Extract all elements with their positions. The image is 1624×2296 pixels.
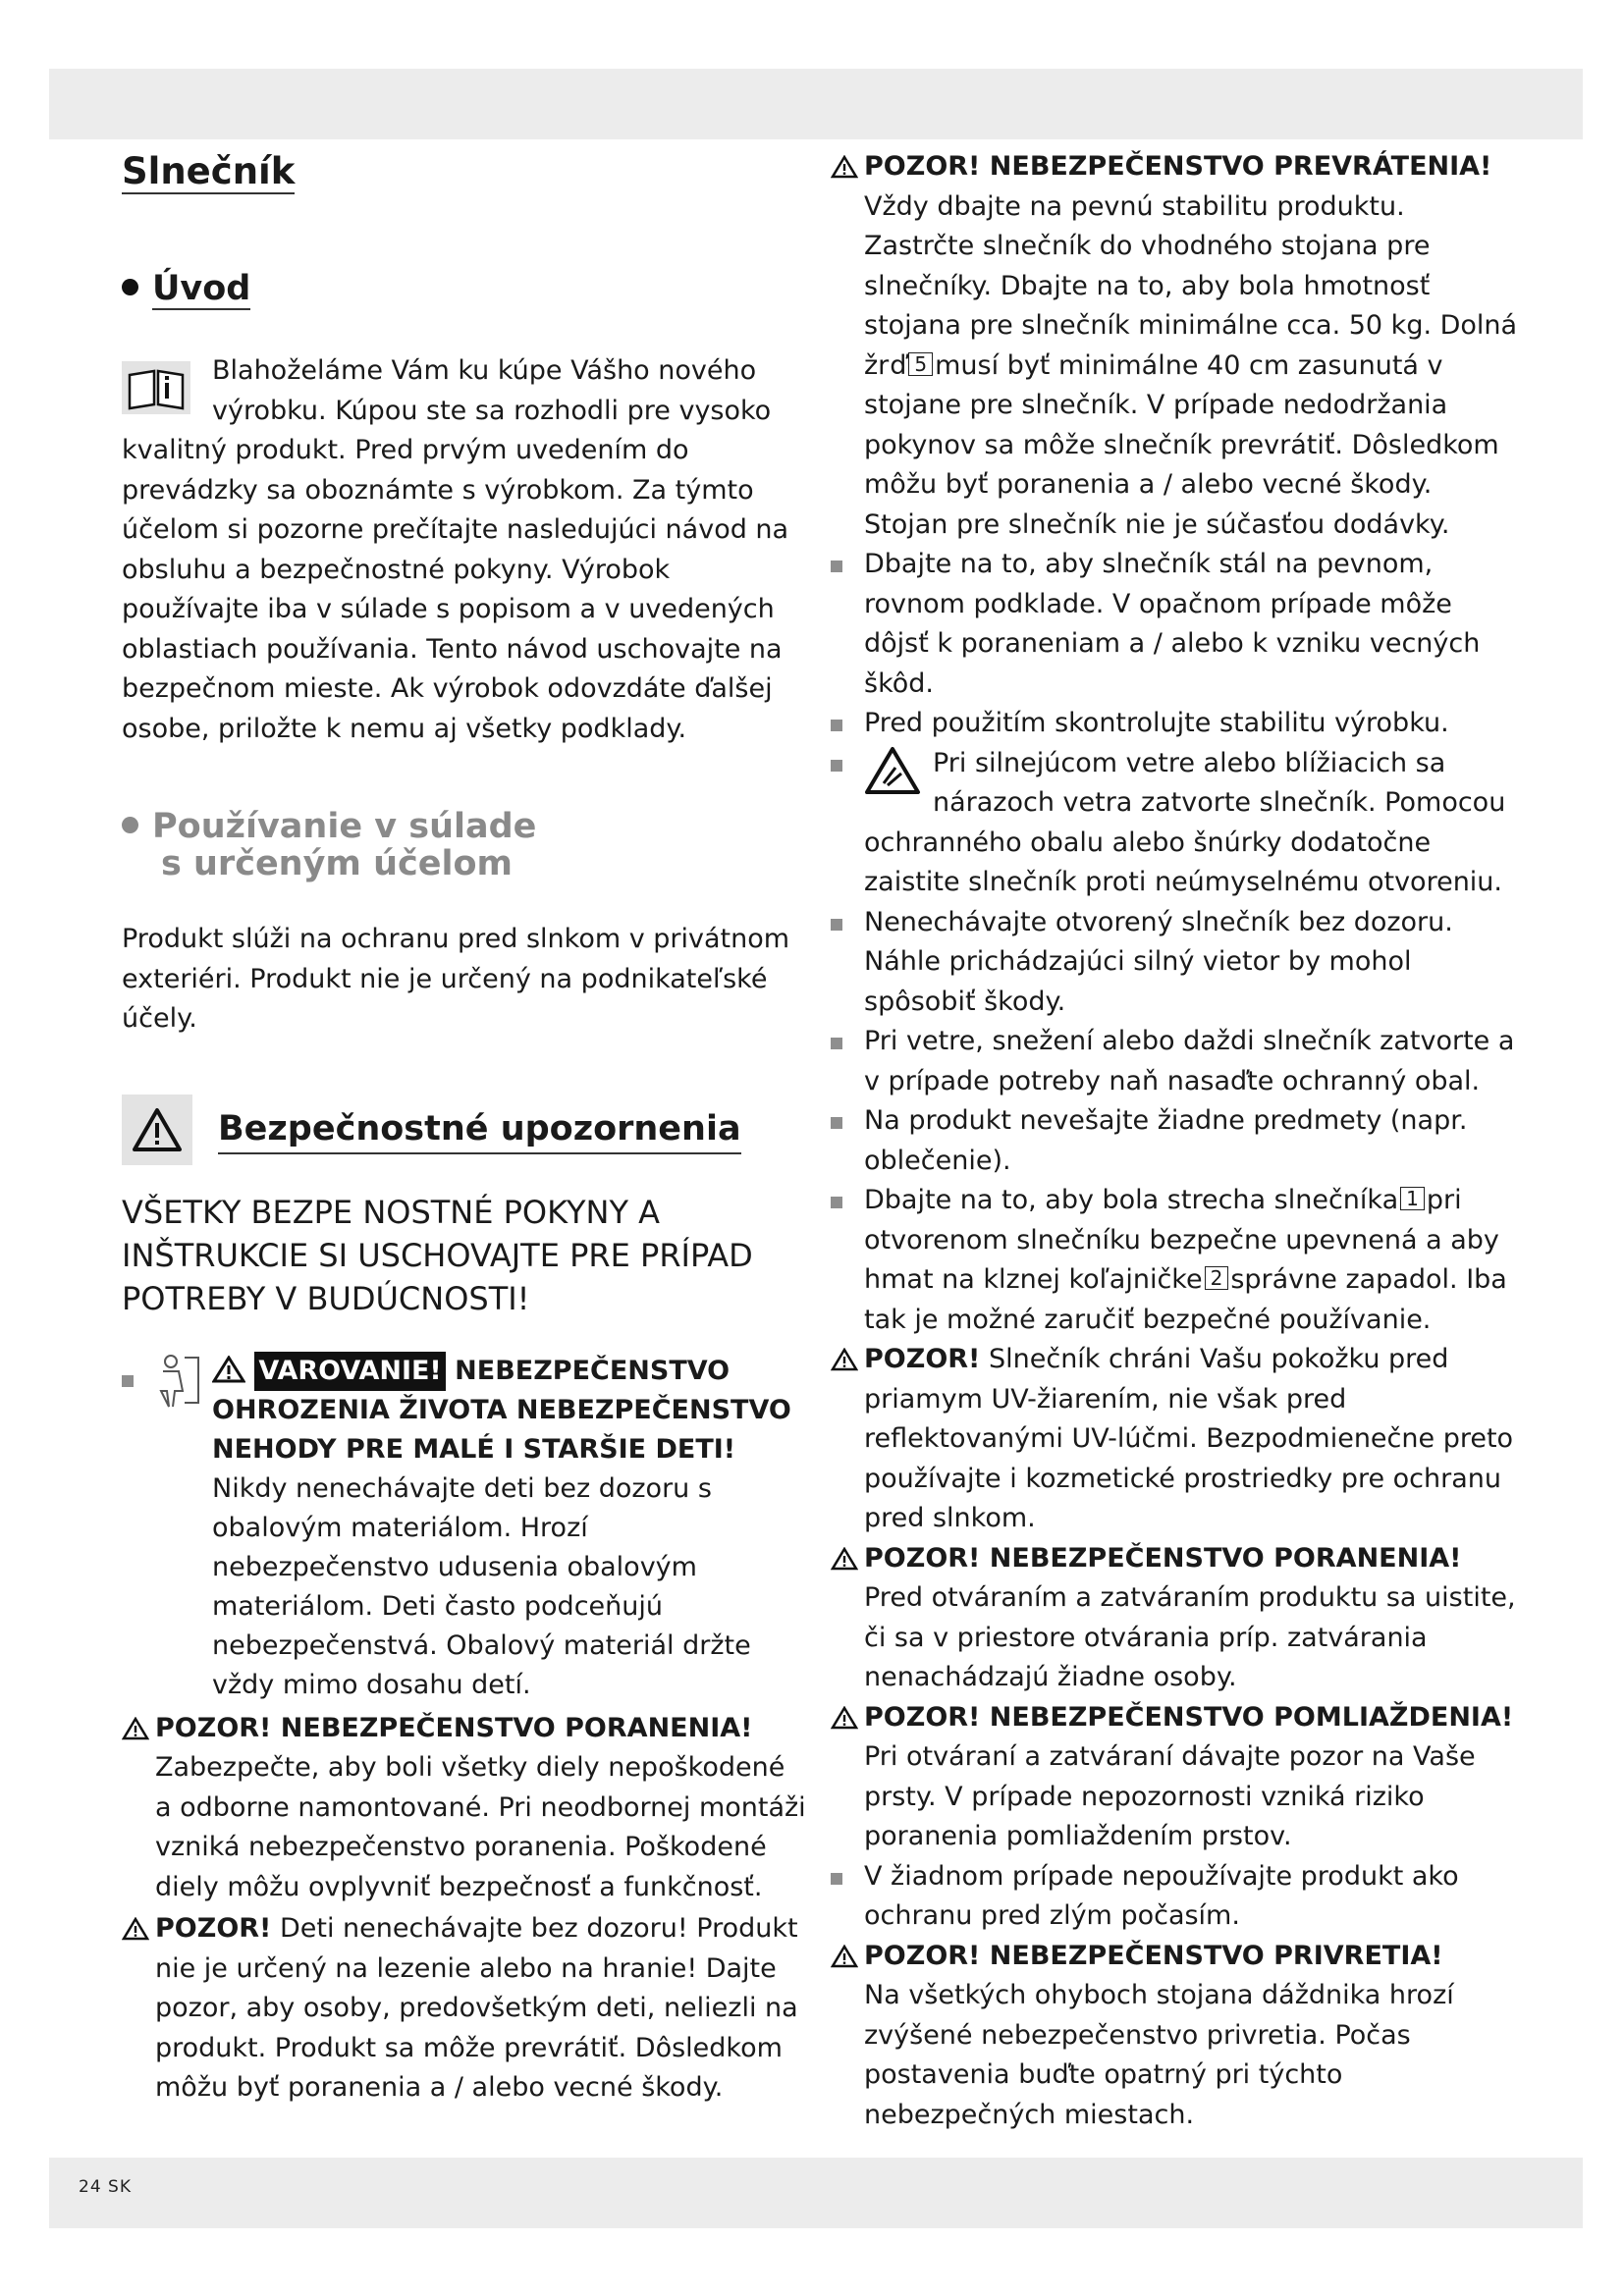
manual-info-icon — [122, 361, 190, 414]
part-ref-2: 2 — [1205, 1266, 1229, 1290]
intro-heading: Úvod — [122, 265, 809, 312]
header-bar — [49, 69, 1583, 139]
warning-triangle-icon — [122, 1717, 149, 1740]
use-heading: Používanie v súlade s určeným účelom — [122, 808, 809, 882]
footer-bar — [49, 2158, 1583, 2228]
warning-triangle-icon — [122, 1917, 149, 1941]
bullet-square-icon — [122, 1375, 134, 1387]
safety-heading: Bezpečnostné upozornenia — [122, 1095, 809, 1165]
uv-warning-block: POZOR! Slnečník chráni Vašu pokožku pred priamym UV-žiarením, nie však pred reflektovanými UV-lúčmi. Bezpodmienečne preto používajte i kozmetické prostriedky pre ochranu pred slnkom. — [831, 1340, 1518, 1539]
warning-head: NEBEZPEČENSTVO OHROZENIA ŽIVOTA NEBEZPEČENSTVO NEHODY PRE MALÉ I STARŠIE DETI! — [212, 1355, 791, 1465]
list-item: Na produkt nevešajte žiadne predmety (napr. oblečenie). — [831, 1101, 1518, 1181]
bullet-square-icon — [831, 760, 842, 772]
child-packaging-icon — [157, 1352, 202, 1411]
safety-caps-text: VŠETKY BEZPE NOSTNÉ POKYNY A INŠTRUKCIE SI USCHOVAJTE PRE PRÍPAD POTREBY V BUDÚCNOSTI! — [122, 1193, 753, 1317]
warning-text: Nikdy nenechávajte deti bez dozoru s obalovým materiálom. Hrozí nebezpečenstvo udusenia obalovým materiálom. Deti často podceňujú nebezpečenstvá. Obalový materiál držte vždy mimo dosahu detí. — [212, 1472, 751, 1700]
list-item: Nenechávajte otvorený slnečník bez dozoru. Náhle prichádzajúci silný vietor by mohol spôsobiť škody. — [831, 903, 1518, 1023]
list-item: Dbajte na to, aby bola strecha slnečníka 1 pri otvorenom slnečníku bezpečne upevnená a aby hmat na klznej koľajničke 2 správne zapadol. Iba tak je možné zaručiť bezpečné používanie. — [831, 1181, 1518, 1340]
caution-children-block: POZOR! Deti nenechávajte bez dozoru! Produkt nie je určený na lezenie alebo na hranie! Dajte pozor, aby osoby, predovšetkým deti, neliezli na produkt. Produkt sa môže prevrátiť. Dôsledkom môžu byť poranenia a / alebo vecné škody. — [122, 1909, 809, 2109]
bullet-square-icon — [831, 720, 842, 731]
warning-triangle-icon — [212, 1356, 245, 1383]
part-ref-1: 1 — [1400, 1187, 1425, 1210]
crush-warning-block: POZOR! NEBEZPEČENSTVO POMLIAŽDENIA! Pri otváraní a zatváraní dávajte pozor na Vaše prsty. V prípade nepozornosti vzniká riziko poranenia pomliaždením prstov. — [831, 1698, 1518, 1857]
warning-triangle-icon — [831, 1945, 858, 1968]
bullet-square-icon — [831, 1197, 842, 1208]
list-item: Pred použitím skontrolujte stabilitu výrobku. — [831, 704, 1518, 744]
warning-triangle-icon — [831, 1547, 858, 1571]
pinch-warning-block: POZOR! NEBEZPEČENSTVO PRIVRETIA! Na všetkých ohyboch stojana dáždnika hrozí zvýšené nebezpečenstvo privretia. Počas postavenia buďte opatrný pri týchto nebezpečných miestach. — [831, 1937, 1518, 2136]
warning-triangle-icon — [831, 1348, 858, 1371]
bullet-square-icon — [831, 1038, 842, 1049]
list-item: Pri silnejúcom vetre alebo blížiacich sa nárazoch vetra zatvorte slnečník. Pomocou ochranného obalu alebo šnúrky dodatočne zaistite slnečník proti neúmyselnému otvoreniu. — [831, 744, 1518, 903]
page-number: 24 SK — [79, 2177, 132, 2197]
injury-warning-block: POZOR! NEBEZPEČENSTVO PORANENIA! Pred otváraním a zatváraním produktu sa uistite, či sa v priestore otvárania príp. zatvárania nenachádzajú žiadne osoby. — [831, 1539, 1518, 1698]
bullet-square-icon — [831, 1873, 842, 1885]
bullet-dot-icon — [122, 817, 138, 833]
warning-children-block — [122, 1352, 809, 1705]
caution-injury-block: POZOR! NEBEZPEČENSTVO PORANENIA! Zabezpečte, aby boli všetky diely nepoškodené a odborne namontované. Pri neodbornej montáži vzniká nebezpečenstvo poranenia. Poškodené diely môžu ovplyvniť bezpečnosť a funkčnosť. — [122, 1709, 809, 1908]
page-title: Slnečník — [122, 150, 296, 192]
tipping-warning-block: POZOR! NEBEZPEČENSTVO PREVRÁTENIA! Vždy dbajte na pevnú stabilitu produktu. Zastrčte slnečník do vhodného stojana pre slnečníky. Dbajte na to, aby bola hmotnosť stojana pre slnečník minimálne cca. 50 kg. Dolná žrď 5 musí byť minimálne 40 cm zasunutá v stojane pre slnečník. V prípade nedodržania pokynov sa môže slnečník prevrátiť. Dôsledkom môžu byť poranenia a / alebo vecné škody. Stojan pre slnečník nie je súčasťou dodávky. — [831, 147, 1518, 545]
intro-text: Blahoželáme Vám ku kúpe Vášho nového výrobku. Kúpou ste sa rozhodli pre vysoko kvalitný produkt. Pred prvým uvedením do prevádzky sa oboznámte s výrobkom. Za týmto účelom si pozorne prečítajte nasledujúci návod na obsluhu a bezpečnostné pokyny. Výrobok používajte iba v súlade s popisom a v uvedených oblastiach používania. Tento návod uschovajte na bezpečnom mieste. Ak výrobok odovzdáte ďalšej osobe, priložte k nemu aj všetky podklady. — [122, 355, 789, 744]
right-column — [831, 147, 1518, 2135]
left-column — [122, 147, 809, 2109]
use-text: Produkt slúži na ochranu pred slnkom v privátnom exteriéri. Produkt nie je určený na podnikateľské účely. — [122, 924, 790, 1034]
part-ref-5: 5 — [908, 352, 933, 376]
warning-triangle-icon — [831, 1706, 858, 1730]
wind-warning-icon — [864, 746, 921, 795]
list-item: Dbajte na to, aby slnečník stál na pevnom, rovnom podklade. V opačnom prípade môže dôjsť k poraneniam a / alebo k vzniku vecných škôd. — [831, 545, 1518, 704]
bullet-square-icon — [831, 561, 842, 572]
list-item: Pri vetre, snežení alebo daždi slnečník zatvorte a v prípade potreby naň nasaďte ochranný obal. — [831, 1022, 1518, 1101]
intro-section — [122, 351, 809, 749]
bullet-square-icon — [831, 1117, 842, 1129]
warning-triangle-icon — [122, 1095, 192, 1165]
bullet-dot-icon — [122, 279, 138, 295]
warning-triangle-icon — [831, 155, 858, 179]
warning-badge: VAROVANIE! — [254, 1352, 445, 1391]
bullet-square-icon — [831, 919, 842, 931]
list-item: V žiadnom prípade nepoužívajte produkt ako ochranu pred zlým počasím. — [831, 1857, 1518, 1937]
